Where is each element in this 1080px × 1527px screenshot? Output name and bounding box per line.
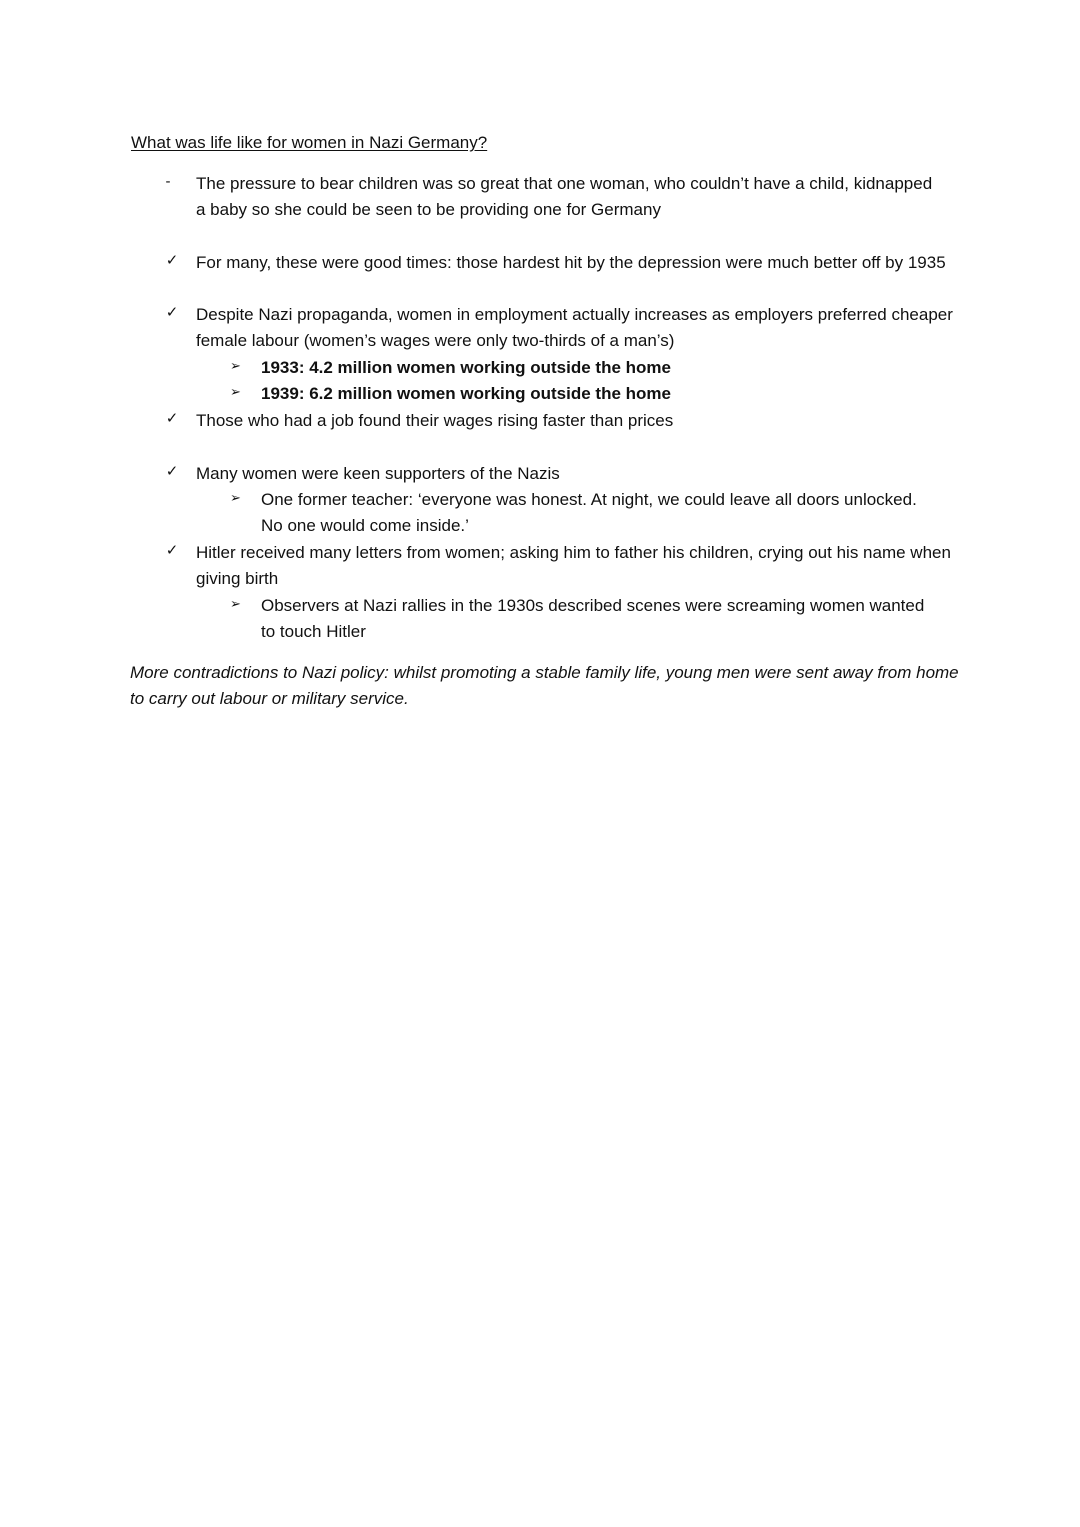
check-icon: ✓ bbox=[165, 252, 179, 269]
arrow-bullet-icon: ➢ bbox=[230, 596, 241, 611]
stat-1933: 1933: 4.2 million women working outside the home bbox=[261, 358, 671, 377]
check-icon: ✓ bbox=[165, 463, 179, 480]
list-item-hitler-letters: Hitler received many letters from women; asking him to father his children, crying out his name when giving birth bbox=[196, 543, 951, 589]
list-item-employment: Despite Nazi propaganda, women in employment actually increases as employers preferred cheaper female labour (women’s wages were only two-thirds of a man’s) bbox=[196, 305, 953, 351]
stat-1939: 1939: 6.2 million women working outside the home bbox=[261, 384, 671, 403]
dash-bullet: - bbox=[165, 173, 171, 190]
quote-former-teacher: One former teacher: ‘everyone was honest. At night, we could leave all doors unlocked. No one would come inside.’ bbox=[261, 490, 917, 536]
page-heading: What was life like for women in Nazi Germany? bbox=[131, 133, 488, 152]
check-icon: ✓ bbox=[165, 542, 179, 559]
list-item-supporters: Many women were keen supporters of the Nazis bbox=[196, 464, 560, 483]
arrow-bullet-icon: ➢ bbox=[230, 490, 241, 505]
arrow-bullet-icon: ➢ bbox=[230, 358, 241, 373]
closing-paragraph: More contradictions to Nazi policy: whilst promoting a stable family life, young men were sent away from home to carry out labour or military service. bbox=[130, 663, 959, 709]
check-icon: ✓ bbox=[165, 304, 179, 321]
arrow-bullet-icon: ➢ bbox=[230, 384, 241, 399]
list-item-good-times: For many, these were good times: those hardest hit by the depression were much better off by 1935 bbox=[196, 253, 946, 272]
list-item-pressure-children: The pressure to bear children was so great that one woman, who couldn’t have a child, kidnapped a baby so she could be seen to be providing one for Germany bbox=[196, 174, 933, 220]
check-icon: ✓ bbox=[165, 410, 179, 427]
list-item-wages-rising: Those who had a job found their wages rising faster than prices bbox=[196, 411, 674, 430]
observers-rallies: Observers at Nazi rallies in the 1930s described scenes were screaming women wanted to touch Hitler bbox=[261, 596, 925, 642]
